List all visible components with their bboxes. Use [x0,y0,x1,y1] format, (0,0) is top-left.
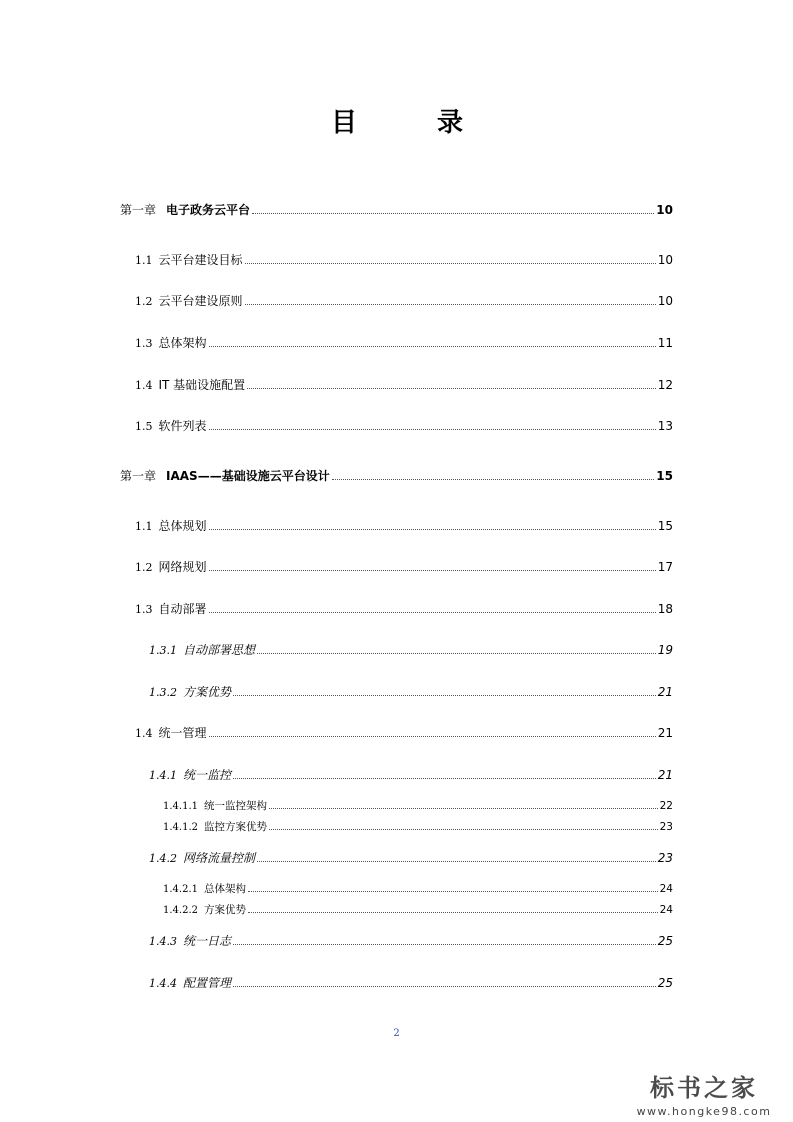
toc-label: 软件列表 [158,419,207,433]
toc-entry[interactable] [135,376,673,393]
dot-leader [269,829,658,830]
toc-entry[interactable] [135,517,673,534]
toc-entry[interactable] [149,974,673,991]
toc-label: 自动部署思想 [183,643,256,657]
toc-label: 统一监控架构 [204,800,267,812]
toc-entry[interactable] [135,600,673,617]
toc-entry-chapter-2[interactable] [120,467,673,484]
toc-entry[interactable] [135,334,673,351]
toc-page: 10 [657,253,673,267]
toc-label: IT 基础设施配置 [158,378,246,392]
toc-label: 网络流量控制 [183,851,256,865]
toc-number: 第一章 [120,469,157,483]
toc-label: 总体架构 [204,883,246,895]
toc-page: 21 [657,726,673,740]
dot-leader [233,695,656,696]
toc-page: 23 [657,851,673,865]
dot-leader [209,529,656,530]
toc-number: 1.4.2.2 [163,905,198,916]
toc-number: 1.1 [135,520,153,533]
toc-page: 11 [657,336,673,350]
toc-number: 1.3 [135,603,153,616]
toc-entry-chapter-1[interactable] [120,201,673,218]
toc-page: 21 [657,768,673,782]
watermark-url: www.hongke98.com [636,1105,772,1118]
toc-page: 22 [659,800,673,812]
toc-page: 19 [657,643,673,657]
dot-leader [209,570,656,571]
toc-number: 1.1 [135,254,153,267]
toc-label: 云平台建设目标 [158,253,243,267]
toc-label: 电子政务云平台 [166,203,251,217]
toc-page: 18 [657,602,673,616]
toc-number: 第一章 [120,203,157,217]
toc-page: 13 [657,419,673,433]
toc-label: 总体规划 [158,519,207,533]
toc-page: 25 [657,976,673,990]
dot-leader [248,891,658,892]
toc-label: 网络规划 [158,560,207,574]
dot-leader [269,808,658,809]
toc-entry[interactable] [163,819,673,834]
toc-label: 总体架构 [158,336,207,350]
toc-label: 监控方案优势 [204,821,267,833]
toc-label: IAAS——基础设施云平台设计 [166,469,330,483]
toc-label: 云平台建设原则 [158,294,243,308]
toc-number: 1.4.4 [149,977,177,990]
toc-number: 1.4 [135,379,153,392]
toc-entry[interactable] [149,932,673,949]
toc-number: 1.2 [135,295,153,308]
toc-entry[interactable] [163,881,673,896]
toc-number: 1.4.1.2 [163,822,198,833]
toc-page: 12 [657,378,673,392]
dot-leader [209,429,656,430]
toc-page: 24 [659,883,673,895]
toc-page: 15 [656,469,673,483]
dot-leader [209,736,656,737]
toc-label: 配置管理 [183,976,232,990]
toc-entry[interactable] [149,849,673,866]
dot-leader [209,612,656,613]
toc-number: 1.4.1.1 [163,801,198,812]
toc-label: 方案优势 [204,904,246,916]
toc-label: 统一管理 [158,726,207,740]
toc-entry[interactable] [135,251,673,268]
toc-label: 自动部署 [158,602,207,616]
toc-number: 1.3.2 [149,686,177,699]
toc-page: 10 [656,203,673,217]
toc-number: 1.4.1 [149,769,177,782]
toc-page: 17 [657,560,673,574]
dot-leader [233,778,656,779]
dot-leader [233,944,656,945]
toc-page: 10 [657,294,673,308]
dot-leader [247,388,656,389]
toc-number: 1.3 [135,337,153,350]
toc-number: 1.4.2 [149,852,177,865]
dot-leader [245,263,656,264]
toc-entry[interactable] [135,417,673,434]
toc-page: 24 [659,904,673,916]
toc-label: 统一监控 [183,768,232,782]
toc-entry[interactable] [149,641,673,658]
dot-leader [248,912,658,913]
dot-leader [209,346,656,347]
toc-entry[interactable] [135,558,673,575]
toc-page: 21 [657,685,673,699]
watermark-logo [629,1068,779,1118]
dot-leader [233,986,656,987]
toc-number: 1.4.2.1 [163,884,198,895]
toc-number: 1.4.3 [149,935,177,948]
title-char-1: 目 [331,108,358,138]
page-number: 2 [393,1028,400,1039]
toc-label: 方案优势 [183,685,232,699]
toc-entry[interactable] [135,724,673,741]
toc-number: 1.3.1 [149,644,177,657]
dot-leader [332,479,655,480]
toc-entry[interactable] [135,292,673,309]
toc-number: 1.4 [135,727,153,740]
dot-leader [252,213,654,214]
toc-entry[interactable] [149,766,673,783]
toc-page: 15 [657,519,673,533]
toc-number: 1.5 [135,420,153,433]
toc-entry[interactable] [163,798,673,813]
watermark-text: 标书之家 [650,1074,758,1102]
toc-number: 1.2 [135,561,153,574]
toc-label: 统一日志 [183,934,232,948]
dot-leader [257,861,656,862]
dot-leader [245,304,656,305]
toc-page: 25 [657,934,673,948]
toc-entry[interactable] [149,683,673,700]
dot-leader [257,653,656,654]
toc-entry[interactable] [163,902,673,917]
toc-page: 23 [659,821,673,833]
title-char-2: 录 [437,108,464,138]
